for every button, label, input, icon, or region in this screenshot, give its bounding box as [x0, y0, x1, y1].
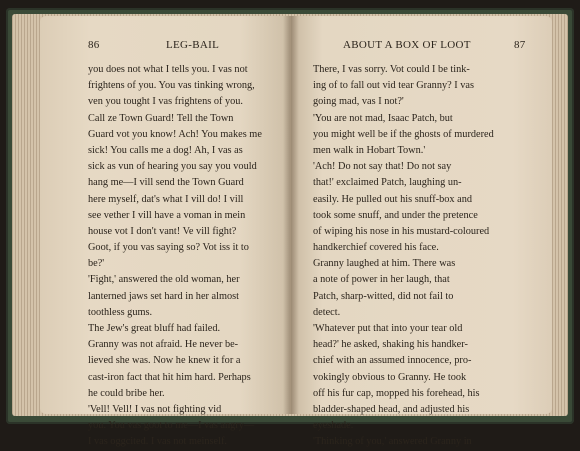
- text-line: lanterned jaws set hard in her almost: [88, 290, 239, 302]
- text-line: you might well be if the ghosts of murdered: [313, 128, 494, 140]
- text-line: 'Thinking of you,' answered Granny in: [313, 436, 472, 448]
- text-line: chief with an assumed innocence, pro-: [313, 355, 472, 367]
- text-line: bladder-shaped head, and adjusted his: [313, 403, 470, 415]
- text-line: off his fur cap, mopped his forehead, his: [313, 387, 480, 399]
- text-line: detect.: [313, 306, 341, 318]
- text-line: Granny laughed at him. There was: [313, 258, 456, 270]
- text-line: Call ze Town Guard! Tell the Town: [88, 112, 234, 124]
- text-line: I vas oggcited. I vas not meinself.: [88, 436, 227, 448]
- text-line: that!' exclaimed Patch, laughing un-: [313, 177, 462, 189]
- text-line: handkerchief covered his face.: [313, 242, 439, 254]
- text-line: lieved she was. Now he knew it for a: [88, 355, 241, 367]
- right-running-head: ABOUT A BOX OF LOOT: [343, 39, 471, 51]
- text-line: sick as vun of hearing you say you vould: [88, 161, 257, 173]
- text-line: 'Whatever put that into your tear old: [313, 323, 463, 334]
- text-line: see vether I vill have a voman in mein: [88, 209, 246, 221]
- text-line: here myself, dat's what I vill do! I vill: [88, 193, 244, 205]
- text-line: The Jew's great bluff had failed.: [88, 323, 221, 334]
- book-gutter: [283, 16, 299, 414]
- text-line: frightens of you. You vas tinking wrong,: [88, 80, 255, 92]
- text-line: ven you tought I vas frightens of you.: [88, 96, 244, 108]
- text-line: going mad, vas I not?': [313, 96, 404, 108]
- text-line: of wiping his nose in his mustard-coloured: [313, 225, 490, 237]
- left-page-text: [88, 62, 274, 451]
- text-line: easily. He pulled out his snuff-box and: [313, 193, 473, 205]
- text-line: 'Fight,' answered the old woman, her: [88, 274, 240, 286]
- text-line: men walk in Hobart Town.': [313, 144, 426, 156]
- text-line: Granny was not afraid. He never be-: [88, 339, 239, 351]
- text-line: be?': [88, 258, 105, 270]
- text-line: ing of to fall out vid tear Granny? I vas: [313, 80, 474, 92]
- text-line: 'Vell! Vell! I vas not fighting vid: [88, 403, 222, 415]
- text-line: a note of power in her laugh, that: [313, 274, 450, 286]
- text-line: 'Ach! Do not say that! Do not say: [313, 161, 452, 173]
- text-line: Guard vot you know! Ach! You makes me: [88, 128, 262, 140]
- left-running-head: LEG-BAIL: [166, 39, 220, 51]
- text-line: There, I vas sorry. Vot could I be tink-: [313, 64, 470, 75]
- text-line: you. You vas goot to me—I vas angry—: [88, 420, 255, 432]
- text-line: cast-iron fact that hit him hard. Perhaps: [88, 371, 251, 383]
- text-line: house vot I don't vant! Ve vill fight?: [88, 225, 237, 237]
- text-line: eyeshade.: [313, 420, 354, 432]
- text-line: hang me—I vill send the Town Guard: [88, 177, 244, 189]
- right-page-text: [313, 62, 516, 451]
- text-line: 'You are not mad, Isaac Patch, but: [313, 112, 453, 124]
- text-line: took some snuff, and under the pretence: [313, 209, 478, 221]
- text-line: sick! You calls me a dog! Ah, I vas as: [88, 144, 243, 156]
- text-line: he could bribe her.: [88, 387, 165, 399]
- text-line: toothless gums.: [88, 306, 153, 318]
- text-line: you does not what I tells you. I vas not: [88, 64, 248, 75]
- text-line: vokingly obvious to Granny. He took: [313, 371, 467, 383]
- right-page-number: 87: [514, 39, 526, 51]
- text-line: Patch, sharp-witted, did not fail to: [313, 290, 454, 302]
- text-line: head?' he asked, shaking his handker-: [313, 339, 468, 351]
- left-page-number: 86: [88, 39, 100, 51]
- text-line: Goot, if you vas saying so? Vot iss it to: [88, 242, 249, 254]
